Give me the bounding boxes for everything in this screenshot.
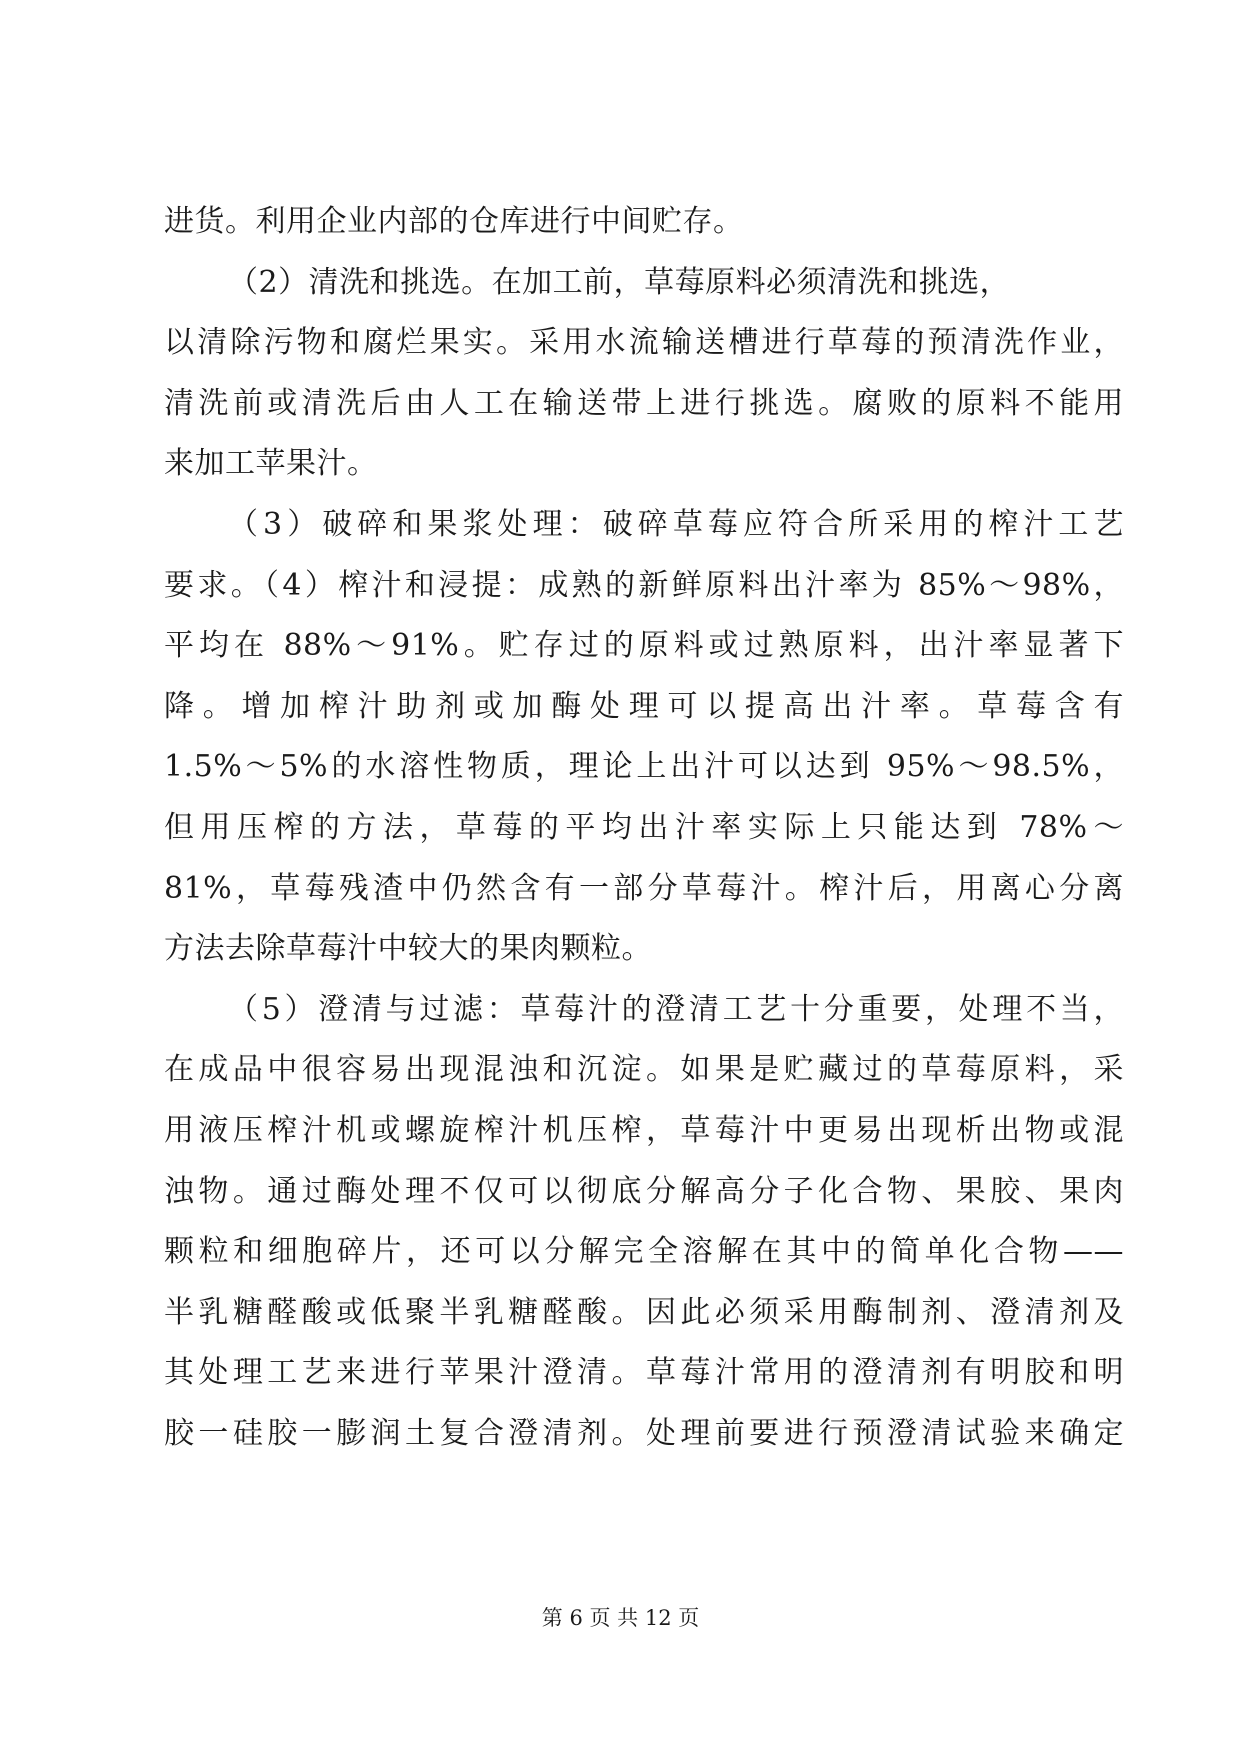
text-line: 半乳糖醛酸或低聚半乳糖醛酸。因此必须采用酶制剂、澄清剂及 bbox=[164, 1294, 1124, 1330]
text-line: 进货。利用企业内部的仓库进行中间贮存。 bbox=[164, 204, 744, 239]
text-line: 用液压榨汁机或螺旋榨汁机压榨，草莓汁中更易出现析出物或混 bbox=[164, 1112, 1124, 1148]
text-line: 清洗前或清洗后由人工在输送带上进行挑选。腐败的原料不能用 bbox=[164, 385, 1124, 421]
text-line: 但用压榨的方法，草莓的平均出汁率实际上只能达到 78%～ bbox=[164, 809, 1124, 845]
text-line: （5）澄清与过滤：草莓汁的澄清工艺十分重要，处理不当， bbox=[228, 991, 1124, 1027]
text-line: 其处理工艺来进行苹果汁澄清。草莓汁常用的澄清剂有明胶和明 bbox=[164, 1355, 1124, 1391]
text-line: 来加工苹果汁。 bbox=[164, 446, 378, 482]
document-body bbox=[164, 192, 1124, 1464]
text-line: 要求。（4）榨汁和浸提：成熟的新鲜原料出汁率为 85%～98%， bbox=[164, 567, 1124, 603]
text-line: 颗粒和细胞碎片，还可以分解完全溶解在其中的简单化合物—— bbox=[164, 1234, 1124, 1270]
page-footer: 第 6 页 共 12 页 bbox=[541, 1606, 700, 1630]
text-line: 以清除污物和腐烂果实。采用水流输送槽进行草莓的预清洗作业， bbox=[164, 325, 1124, 361]
text-line: 在成品中很容易出现混浊和沉淀。如果是贮藏过的草莓原料，采 bbox=[164, 1052, 1124, 1088]
text-line: （2）清洗和挑选。在加工前，草莓原料必须清洗和挑选， bbox=[228, 264, 1011, 300]
text-line: 方法去除草莓汁中较大的果肉颗粒。 bbox=[164, 931, 652, 967]
text-line: 降。增加榨汁助剂或加酶处理可以提高出汁率。草莓含有 bbox=[164, 688, 1124, 724]
text-line: 胶一硅胶一膨润土复合澄清剂。处理前要进行预澄清试验来确定 bbox=[164, 1415, 1124, 1451]
text-line: 浊物。通过酶处理不仅可以彻底分解高分子化合物、果胶、果肉 bbox=[164, 1173, 1124, 1209]
text-line: 1.5%～5%的水溶性物质，理论上出汁可以达到 95%～98.5%， bbox=[164, 749, 1124, 785]
text-line: 平均在 88%～91%。贮存过的原料或过熟原料，出汁率显著下 bbox=[164, 628, 1124, 664]
text-line: 81%，草莓残渣中仍然含有一部分草莓汁。榨汁后，用离心分离 bbox=[164, 870, 1124, 906]
text-line: （3）破碎和果浆处理：破碎草莓应符合所采用的榨汁工艺 bbox=[228, 506, 1124, 542]
